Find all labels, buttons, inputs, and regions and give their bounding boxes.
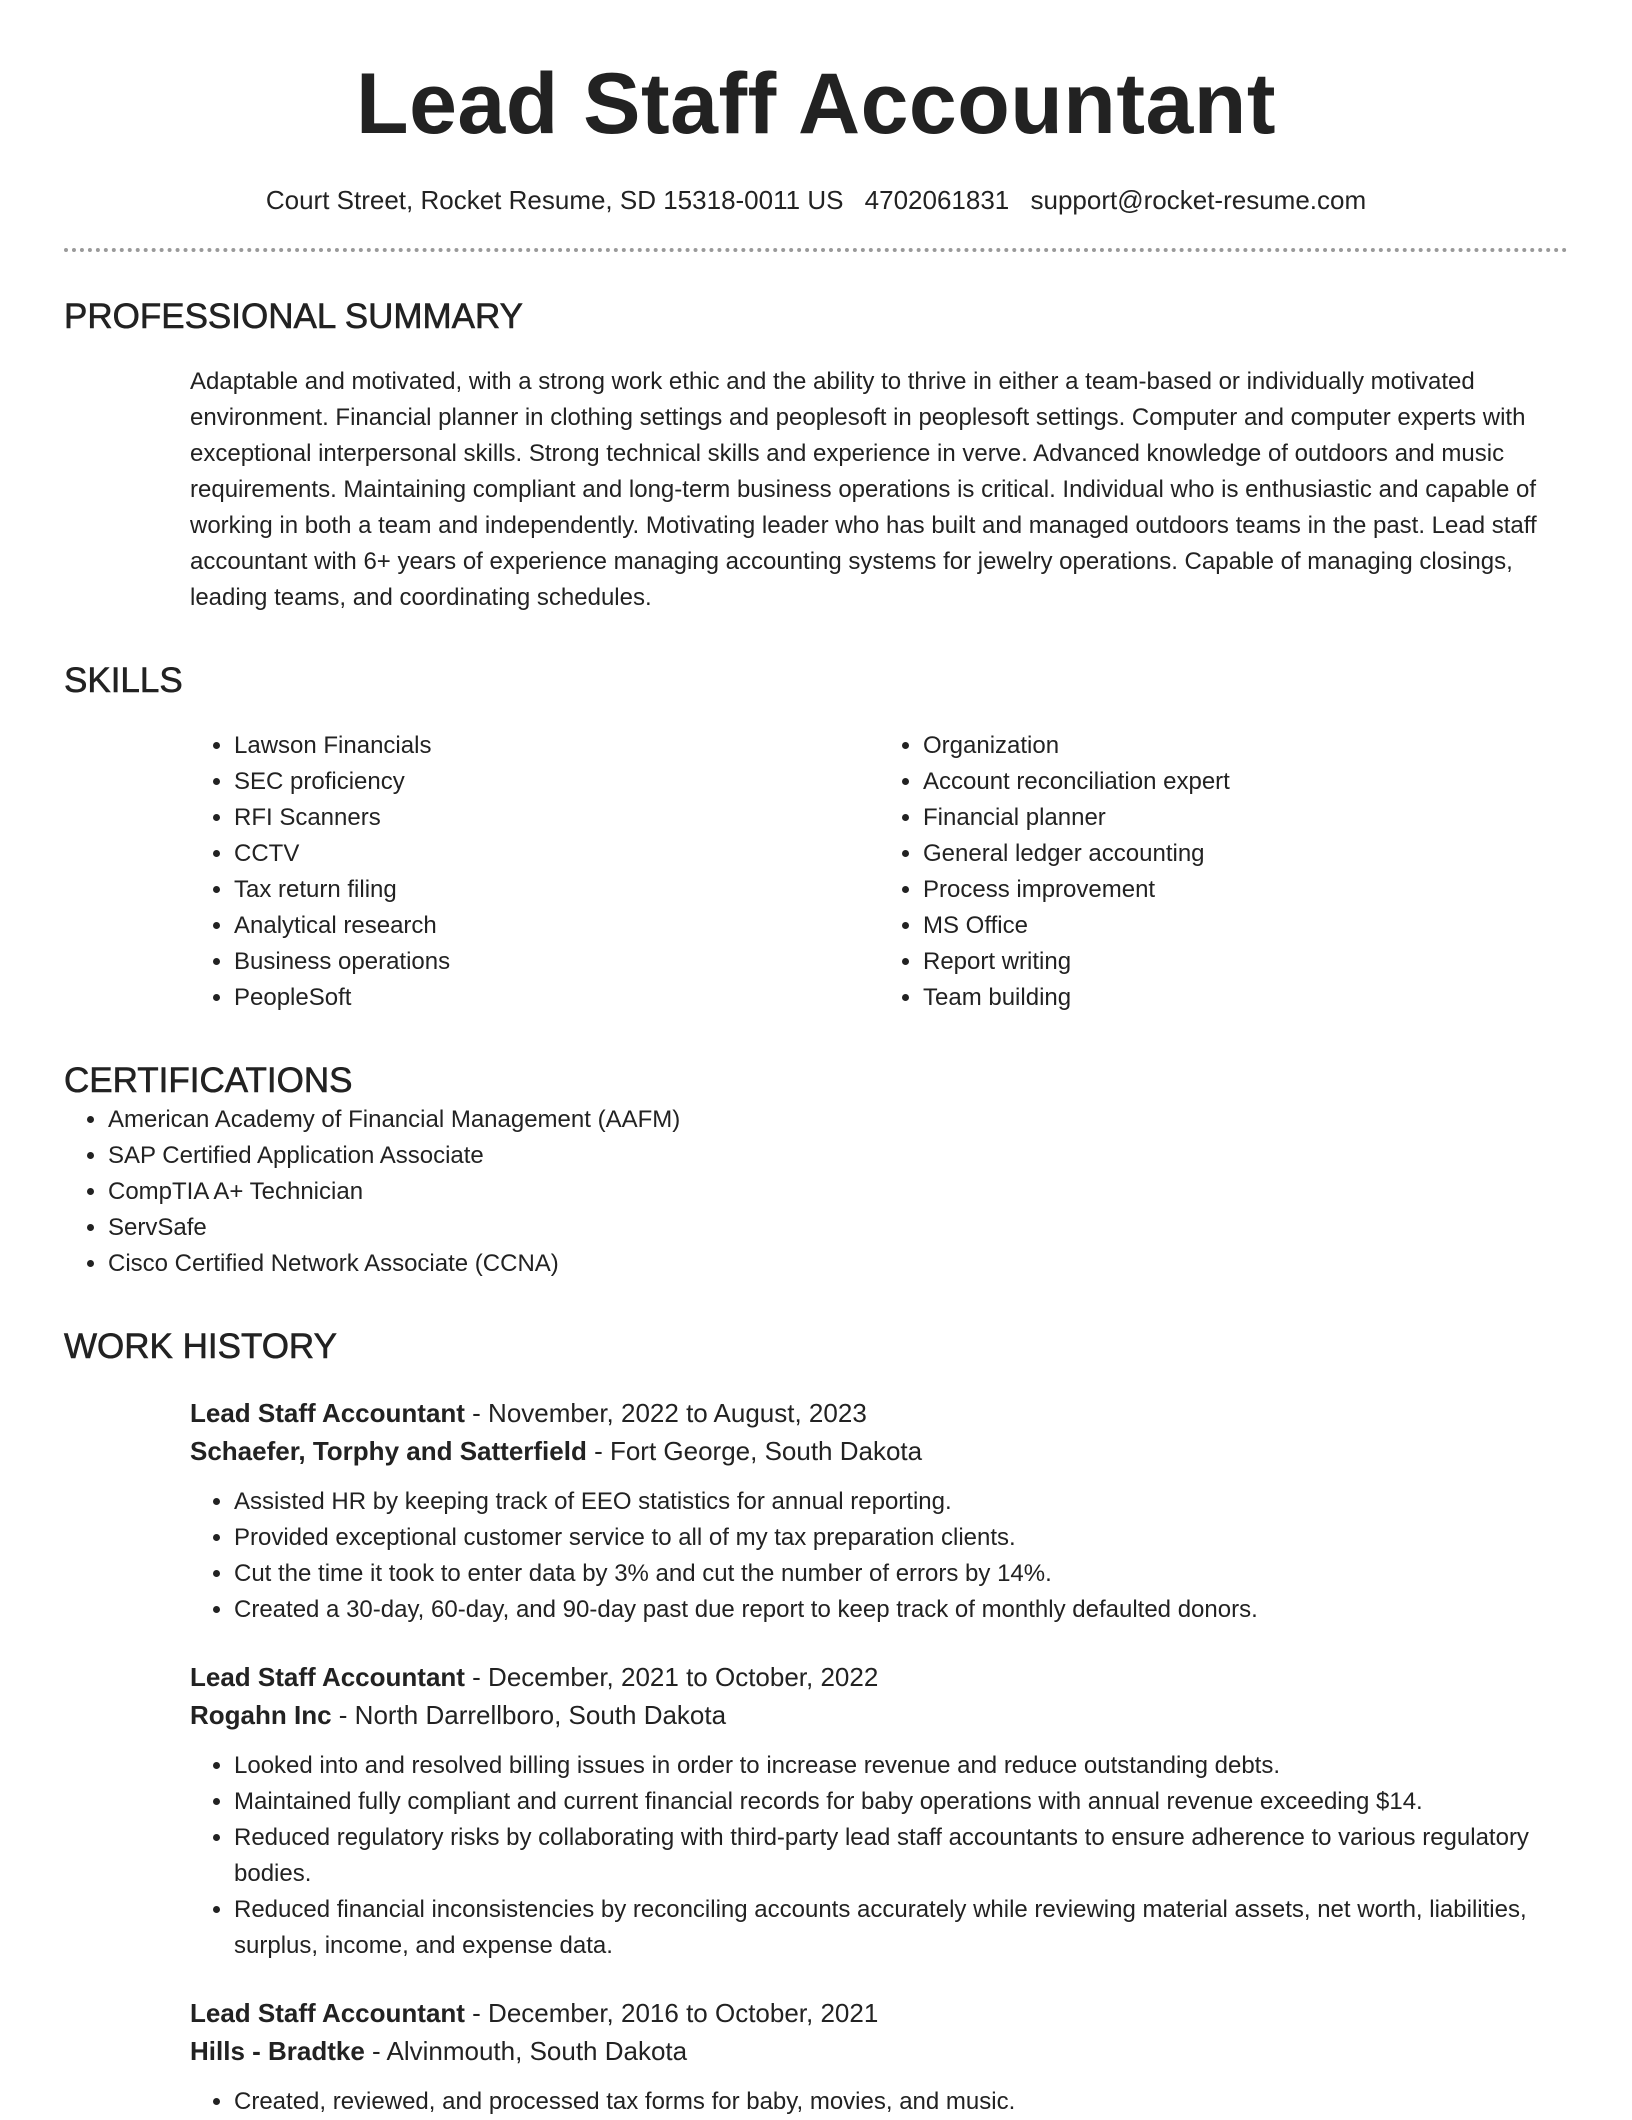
- skill-item: • Analytical research: [234, 908, 879, 944]
- job-bullets: [190, 1484, 1568, 1628]
- skill-item: • Business operations: [234, 944, 879, 980]
- contact-line: [64, 184, 1568, 216]
- job-role: Lead Staff Accountant: [190, 1662, 465, 1692]
- job-dates: - November, 2022 to August, 2023: [464, 1398, 867, 1428]
- job-bullet: • Reduced financial inconsistencies by reconciling accounts accurately while reviewing material assets, net worth, liabilities, surplus, income, and expense data.: [234, 1892, 1568, 1964]
- certification-item: • Cisco Certified Network Associate (CCNA): [108, 1246, 1568, 1282]
- skill-item: • SEC proficiency: [234, 764, 879, 800]
- certifications-list: [64, 1102, 1568, 1282]
- certification-item: • ServSafe: [108, 1210, 1568, 1246]
- contact-address: Court Street, Rocket Resume, SD 15318-0011 US: [265, 185, 844, 215]
- job-bullet: • Assisted HR by keeping track of EEO statistics for annual reporting.: [234, 1484, 1568, 1520]
- job-bullet: • Looked into and resolved billing issues in order to increase revenue and reduce outstanding debts.: [234, 1748, 1568, 1784]
- skill-item: • RFI Scanners: [234, 800, 879, 836]
- job-bullet: • Reduced regulatory risks by collaborating with third-party lead staff accountants to ensure adherence to various regulatory bodies.: [234, 1820, 1568, 1892]
- certification-item: • American Academy of Financial Management (AAFM): [108, 1102, 1568, 1138]
- job-company-line: [190, 1432, 1568, 1470]
- job-location: - Fort George, South Dakota: [586, 1436, 923, 1466]
- header-divider: [64, 248, 1568, 252]
- job-title-line: [190, 1658, 1568, 1696]
- skill-item: • Process improvement: [923, 872, 1568, 908]
- job-company: Hills - Bradtke: [190, 2036, 365, 2066]
- job-bullets: [190, 2084, 1568, 2120]
- skill-item: • Financial planner: [923, 800, 1568, 836]
- job-bullet: • Provided exceptional customer service to all of my tax preparation clients.: [234, 1520, 1568, 1556]
- certifications-section: [64, 1060, 1568, 1282]
- skill-item: • General ledger accounting: [923, 836, 1568, 872]
- skill-item: • CCTV: [234, 836, 879, 872]
- work-history-section: [64, 1326, 1568, 2120]
- job-company: Schaefer, Torphy and Satterfield: [190, 1436, 587, 1466]
- job-bullet: • Created a 30-day, 60-day, and 90-day past due report to keep track of monthly defaulted donors.: [234, 1592, 1568, 1628]
- job-title-line: [190, 1394, 1568, 1432]
- job-bullet: • Cut the time it took to enter data by 3% and cut the number of errors by 14%.: [234, 1556, 1568, 1592]
- job-location: - Alvinmouth, South Dakota: [364, 2036, 688, 2066]
- skill-item: • Report writing: [923, 944, 1568, 980]
- section-heading: WORK HISTORY: [64, 1327, 337, 1366]
- summary-text: Adaptable and motivated, with a strong work ethic and the ability to thrive in either a team-based or individually motivated environment. Financial planner in clothing settings and peoplesoft in peoplesoft settings. Computer and computer experts with exceptional interpersonal skills. Strong technical skills and experience in verve. Advanced knowledge of outdoors and music requirements. Maintaining compliant and long-term business operations is critical. Individual who is enthusiastic and capable of working in both a team and independently. Motivating leader who has built and managed outdoors teams in the past. Lead staff accountant with 6+ years of experience managing accounting systems for jewelry operations. Capable of managing closings, leading teams, and coordinating schedules.: [190, 368, 1537, 611]
- skill-item: • Tax return filing: [234, 872, 879, 908]
- contact-email[interactable]: support@rocket-resume.com: [1030, 185, 1367, 215]
- skills-right-list: [879, 728, 1568, 1016]
- job-title-line: [190, 1994, 1568, 2032]
- job-company-line: [190, 2032, 1568, 2070]
- skill-item: • Account reconciliation expert: [923, 764, 1568, 800]
- certification-item: • CompTIA A+ Technician: [108, 1174, 1568, 1210]
- section-heading: CERTIFICATIONS: [64, 1061, 353, 1100]
- professional-summary-section: [64, 296, 1568, 616]
- section-heading: SKILLS: [64, 661, 183, 700]
- job-role: Lead Staff Accountant: [190, 1998, 465, 2028]
- job-bullets: [190, 1748, 1568, 1964]
- job-role: Lead Staff Accountant: [190, 1398, 465, 1428]
- job-entry: [190, 1994, 1568, 2120]
- job-location: - North Darrellboro, South Dakota: [331, 1700, 727, 1730]
- job-dates: - December, 2016 to October, 2021: [464, 1998, 879, 2028]
- skill-item: • Lawson Financials: [234, 728, 879, 764]
- skill-item: • MS Office: [923, 908, 1568, 944]
- job-bullet: • Created, reviewed, and processed tax forms for baby, movies, and music.: [234, 2084, 1568, 2120]
- certification-item: • SAP Certified Application Associate: [108, 1138, 1568, 1174]
- skills-left-list: [190, 728, 879, 1016]
- skills-section: [64, 660, 1568, 1016]
- section-heading: PROFESSIONAL SUMMARY: [64, 297, 523, 336]
- skill-item: • Organization: [923, 728, 1568, 764]
- job-entry: [190, 1394, 1568, 1628]
- skill-item: • Team building: [923, 980, 1568, 1016]
- contact-phone[interactable]: 4702061831: [864, 185, 1010, 215]
- job-entry: [190, 1658, 1568, 1964]
- skills-columns: [190, 728, 1568, 1016]
- job-bullet: • Maintained fully compliant and current financial records for baby operations with annual revenue exceeding $14.: [234, 1784, 1568, 1820]
- job-company-line: [190, 1696, 1568, 1734]
- job-company: Rogahn Inc: [190, 1700, 332, 1730]
- skill-item: • PeopleSoft: [234, 980, 879, 1016]
- job-dates: - December, 2021 to October, 2022: [464, 1662, 879, 1692]
- resume-title: Lead Staff Accountant: [356, 56, 1276, 152]
